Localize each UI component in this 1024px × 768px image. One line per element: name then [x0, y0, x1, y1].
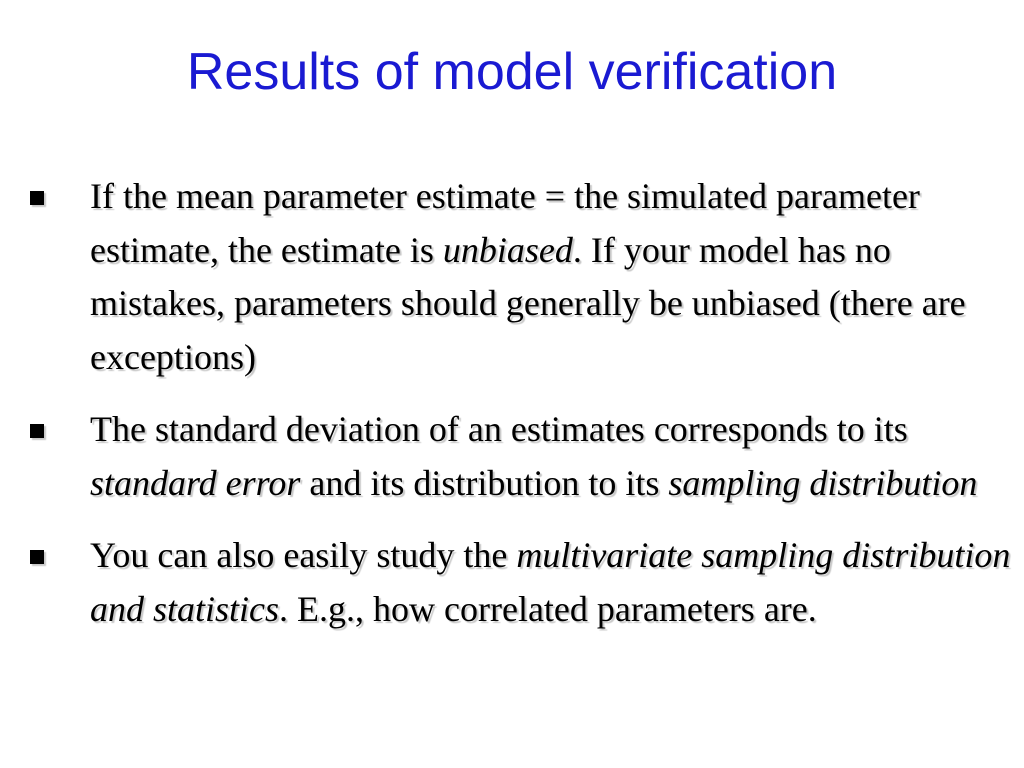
square-bullet-icon [30, 550, 44, 564]
bullet-item-multivariate [0, 529, 1024, 636]
bullet-text: You can also easily study the [90, 535, 517, 575]
emphasis-sampling-distribution: sampling distribution [668, 462, 978, 503]
bullet-text: and its distribution to its [300, 462, 669, 503]
bullet-item-standard-error [0, 403, 1024, 510]
bullet-text: . E.g., how correlated parameters are. [279, 588, 817, 629]
slide-title: Results of model verification [186, 43, 838, 101]
bullet-item-unbiased [0, 170, 1024, 384]
square-bullet-icon [30, 424, 44, 438]
bullet-text: . If your model has no mistakes, parameters should generally be unbiased (there are exceptions) [90, 229, 966, 377]
bullet-text: If the mean parameter estimate = the simulated parameter estimate, the estimate is [90, 176, 920, 270]
square-bullet-icon [30, 191, 44, 205]
emphasis-standard-error: standard error [90, 462, 301, 503]
emphasis-multivariate: multivariate sampling distribution and statistics [90, 535, 1011, 629]
emphasis-unbiased: unbiased [442, 229, 573, 270]
bullet-text: The standard deviation of an estimates corresponds to its [90, 409, 908, 449]
bullet-list [0, 170, 1024, 636]
